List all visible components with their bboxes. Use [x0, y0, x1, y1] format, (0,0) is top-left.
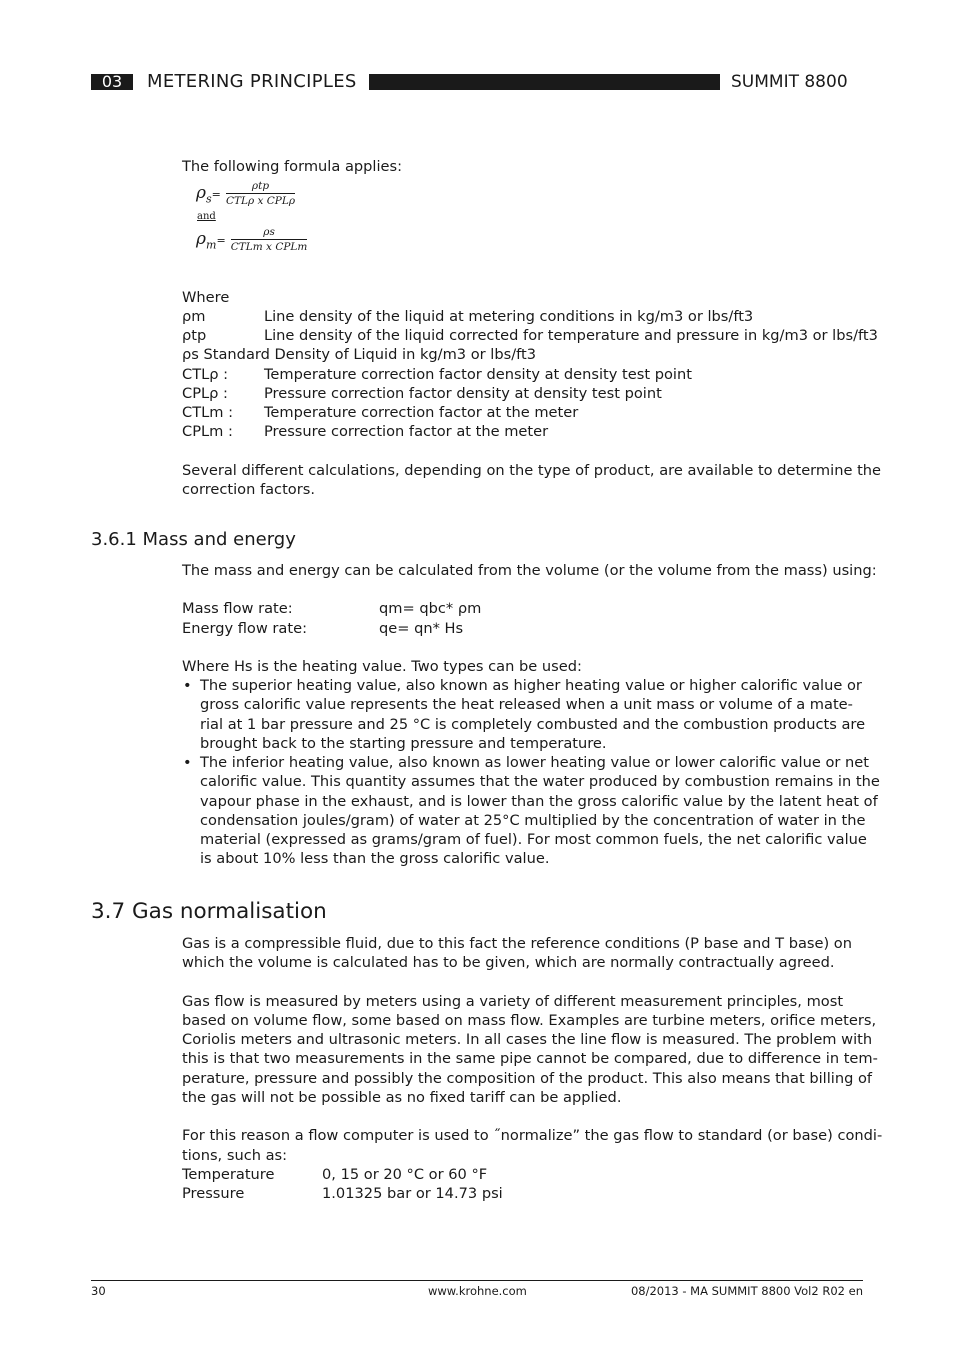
- calc-note-line: correction factors.: [182, 481, 315, 498]
- definition-desc: Line density of the liquid corrected for temperature and pressure in kg/m3 or lbs/ft3: [264, 327, 878, 344]
- formula-2-denominator: CTLm x CPLm: [230, 241, 308, 253]
- rate-formula: qe= qn* Hs: [379, 620, 464, 637]
- definition-term: CPLm :: [182, 423, 233, 440]
- paragraph-line: Coriolis meters and ultrasonic meters. In all cases the line flow is measured. The problem with: [182, 1031, 873, 1048]
- definition-term: CTLρ :: [182, 366, 229, 383]
- bullet-line: rial at 1 bar pressure and 25 °C is completely combusted and the combustion products are: [200, 716, 866, 733]
- formula-2-numerator: ρs: [231, 226, 308, 240]
- paragraph-line: Gas flow is measured by meters using a variety of different measurement principles, most: [182, 993, 844, 1010]
- bullet-line: The superior heating value, also known as higher heating value or higher calorific value or: [200, 677, 862, 694]
- formula-rho-m: $\rho_m=$ $\frac{\rho s}{\text{CTLm x CPLm}}$: [196, 226, 308, 253]
- condition-label: Temperature: [182, 1166, 275, 1183]
- formula-and: and: [197, 211, 216, 222]
- formula-1-denominator: CTLρ x CPLρ: [225, 195, 295, 207]
- definition-term: ρs Standard Density of Liquid in kg/m3 or lbs/ft3: [182, 346, 537, 363]
- page-number: 30: [91, 1284, 106, 1298]
- rate-label: Energy flow rate:: [182, 620, 307, 637]
- definition-desc: Pressure correction factor at the meter: [264, 423, 549, 440]
- product-name: SUMMIT 8800: [731, 72, 848, 92]
- formula-1-fraction: [226, 180, 295, 207]
- definition-term: ρm: [182, 308, 206, 325]
- definition-term: CPLρ :: [182, 385, 228, 402]
- definition-term: CTLm :: [182, 404, 234, 421]
- section-heading-mass-energy: 3.6.1 Mass and energy: [91, 529, 296, 550]
- mass-energy-intro: The mass and energy can be calculated from the volume (or the volume from the mass) using:: [182, 562, 877, 579]
- bullet-line: vapour phase in the exhaust, and is lower than the gross calorific value by the latent heat of: [200, 793, 878, 810]
- bullet-mark: •: [183, 677, 192, 694]
- formula-2-lhs: $\rho_m$: [196, 229, 217, 252]
- paragraph-line: based on volume flow, some based on mass flow. Examples are turbine meters, orifice meters,: [182, 1012, 877, 1029]
- heating-value-intro: Where Hs is the heating value. Two types can be used:: [182, 658, 582, 675]
- footer-website-link[interactable]: www.krohne.com: [428, 1284, 527, 1298]
- chapter-title: METERING PRINCIPLES: [147, 71, 357, 92]
- formula-intro: The following formula applies:: [182, 158, 403, 175]
- rate-formula: qm= qbc* ρm: [379, 600, 482, 617]
- section-heading-gas-normalisation: 3.7 Gas normalisation: [91, 899, 327, 924]
- bullet-line: The inferior heating value, also known as lower heating value or lower calorific value or net: [200, 754, 869, 771]
- condition-value: 1.01325 bar or 14.73 psi: [322, 1185, 503, 1202]
- rate-label: Mass flow rate:: [182, 600, 293, 617]
- bullet-line: gross calorific value represents the heat released when a unit mass or volume of a mate-: [200, 696, 853, 713]
- chapter-number-badge: [91, 74, 133, 90]
- formula-rho-s: $\rho_s=$ $\frac{\text{ρtp}}{\text{CTLρ x CPLρ}}$: [196, 180, 295, 207]
- where-label: Where: [182, 289, 230, 306]
- definition-desc: Temperature correction factor at the meter: [264, 404, 579, 421]
- paragraph-line: perature, pressure and possibly the composition of the product. This also means that billing of: [182, 1070, 873, 1087]
- definition-desc: Temperature correction factor density at density test point: [264, 366, 692, 383]
- paragraph-line: which the volume is calculated has to be given, which are normally contractually agreed.: [182, 954, 835, 971]
- paragraph-line: the gas will not be possible as no fixed tariff can be applied.: [182, 1089, 622, 1106]
- formula-1-lhs: $\rho_s$: [196, 183, 212, 206]
- bullet-line: condensation joules/gram) of water at 25°C multiplied by the concentration of water in the: [200, 812, 866, 829]
- chapter-number: 03: [101, 72, 123, 91]
- paragraph-line: this is that two measurements in the same pipe cannot be compared, due to difference in tem-: [182, 1050, 878, 1067]
- definition-desc: Line density of the liquid at metering conditions in kg/m3 or lbs/ft3: [264, 308, 754, 325]
- bullet-line: material (expressed as grams/gram of fuel). For most common fuels, the net calorific value: [200, 831, 867, 848]
- bullet-line: is about 10% less than the gross calorific value.: [200, 850, 550, 867]
- paragraph-line: Gas is a compressible fluid, due to this fact the reference conditions (P base and T base) on: [182, 935, 852, 952]
- condition-value: 0, 15 or 20 °C or 60 °F: [322, 1166, 488, 1183]
- formula-1-numerator: ρtp: [226, 180, 295, 194]
- bullet-line: calorific value. This quantity assumes that the water produced by combustion remains in the: [200, 773, 880, 790]
- bullet-mark: •: [183, 754, 192, 771]
- paragraph-line: For this reason a flow computer is used to ˝normalize” the gas flow to standard (or base) condi-: [182, 1127, 883, 1144]
- calc-note-line: Several different calculations, depending on the type of product, are available to determine the: [182, 462, 882, 479]
- condition-label: Pressure: [182, 1185, 245, 1202]
- footer-divider: [91, 1280, 863, 1281]
- bullet-line: brought back to the starting pressure and temperature.: [200, 735, 607, 752]
- footer-document-reference: 08/2013 - MA SUMMIT 8800 Vol2 R02 en: [630, 1284, 863, 1298]
- paragraph-line: tions, such as:: [182, 1147, 288, 1164]
- definition-term: ρtp: [182, 327, 207, 344]
- formula-2-fraction: [231, 226, 308, 253]
- definition-desc: Pressure correction factor density at density test point: [264, 385, 662, 402]
